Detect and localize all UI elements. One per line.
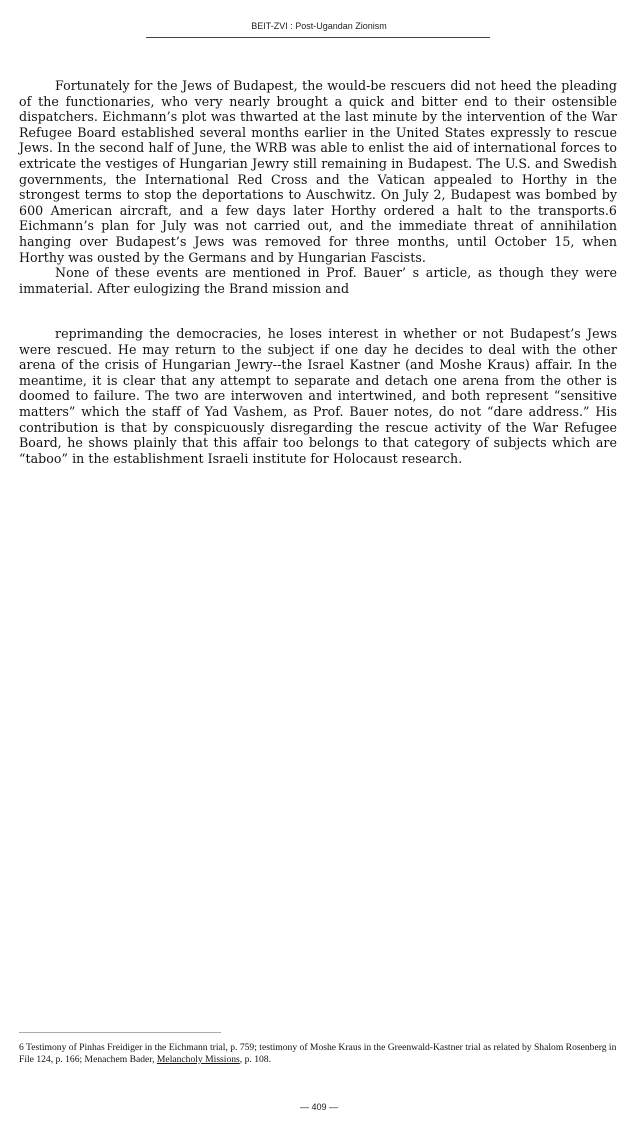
running-header: BEIT-ZVI : Post-Ugandan Zionism	[251, 21, 387, 31]
paragraph-1: Fortunately for the Jews of Budapest, the would-be rescuers did not heed the pleading of the functionaries, who very nearly brought a quick and bitter end to their ostensible dispatchers. Eichmann’s plot was thwarted at the last minute by the intervention of the War Refugee Board established several months earlier in the United States expressly to rescue Jews. In the second half of June, the WRB was able to enlist the aid of international forces to extricate the vestiges of Hungarian Jewry still remaining in Budapest. The U.S. and Swedish governments, the International Red Cross and the Vatican appealed to Horthy in the strongest terms to stop the deportations to Auschwitz. On July 2, Budapest was bombed by 600 American aircraft, and a few days later Horthy ordered a halt to the transports.6 Eichmann’s plan for July was not carried out, and the immediate threat of annihilation hanging over Budapest’s Jews was removed for three months, until October 15, when Horthy was ousted by the Germans and by Hungarian Fascists.	[19, 78, 617, 265]
footnote-text-end: , p. 108.	[239, 1054, 271, 1065]
footnote-text: 6 Testimony of Pinhas Freidiger in the Eichmann trial, p. 759; testimony of Moshe Kraus in the Greenwald-Kastner trial as related by Shalom Rosenberg in File 124, p. 166; Menachem Bader,	[19, 1042, 617, 1065]
paragraph-3: reprimanding the democracies, he loses interest in whether or not Budapest’s Jews were rescued. He may return to the subject if one day he decides to deal with the other arena of the crisis of Hungarian Jewry--the Israel Kastner (and Moshe Kraus) affair. In the meantime, it is clear that any attempt to separate and detach one arena from the other is doomed to failure. The two are interwoven and intertwined, and both represent “sensitive matters” which the staff of Yad Vashem, as Prof. Bauer notes, do not “dare address.” His contribution is that by conspicuously disregarding the rescue activity of the War Refugee Board, he shows plainly that this affair too belongs to that category of subjects which are “taboo” in the establishment Israeli institute for Holocaust research.	[19, 326, 617, 466]
footnote-rule	[19, 1032, 221, 1033]
page-number: — 409 —	[299, 1102, 339, 1112]
footnote-book-title: Melancholy Missions	[156, 1054, 240, 1065]
header-rule	[146, 37, 490, 38]
text-block-bottom	[19, 326, 617, 466]
text-block-top	[19, 78, 617, 296]
footnote	[19, 1042, 617, 1066]
paragraph-2: None of these events are mentioned in Prof. Bauer’ s article, as though they were immaterial. After eulogizing the Brand mission and	[19, 265, 617, 296]
